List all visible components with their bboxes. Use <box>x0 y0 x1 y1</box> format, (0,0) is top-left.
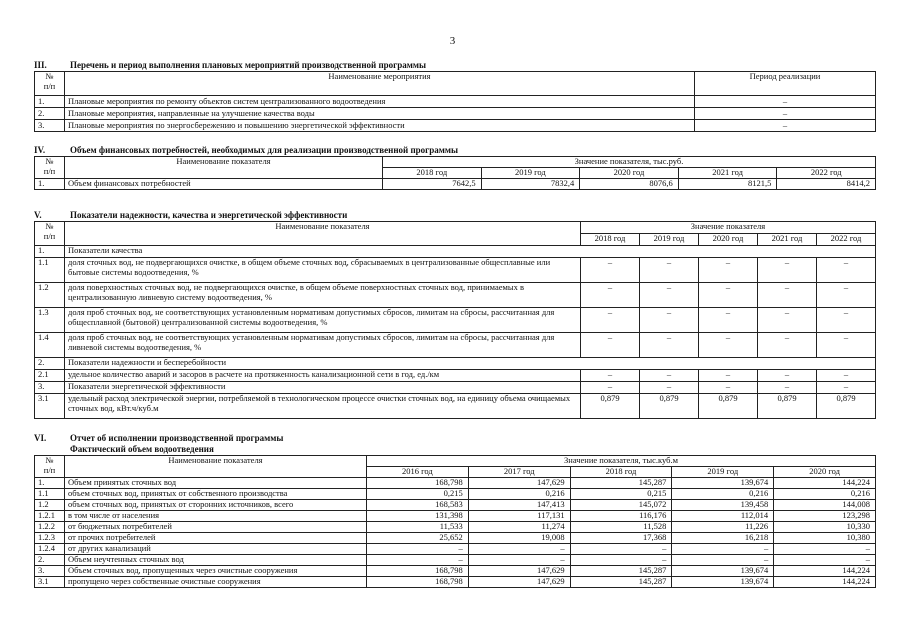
report-table <box>34 455 876 588</box>
table-header: № п/п Наименование показателя Значение показателя <box>35 222 876 234</box>
value-cell: – <box>640 283 699 308</box>
year-header: 2018 год <box>570 467 672 478</box>
value-cell: – <box>570 555 672 566</box>
value-cell: 145,287 <box>570 478 672 489</box>
value-cell: 123,298 <box>774 511 876 522</box>
indicator-name: Объем финансовых потребностей <box>65 179 383 190</box>
value-cell: 147,629 <box>468 577 570 588</box>
value-cell: – <box>699 382 758 394</box>
activity-name: Плановые мероприятия, направленные на улучшение качества воды <box>65 108 695 120</box>
row-number: 1.2.3 <box>35 533 65 544</box>
row-number: 2. <box>35 555 65 566</box>
row-number: 1.2 <box>35 500 65 511</box>
value-cell: – <box>581 333 640 358</box>
indicator-name: объем сточных вод, принятых от сторонних источников, всего <box>65 500 367 511</box>
value-cell: 168,798 <box>367 478 469 489</box>
value-cell: 144,224 <box>774 566 876 577</box>
page-number: 3 <box>449 35 456 47</box>
value-cell: – <box>581 370 640 382</box>
year-header: 2021 год <box>678 168 777 179</box>
section-5 <box>34 210 876 419</box>
value-cell: 17,368 <box>570 533 672 544</box>
value-cell: – <box>699 333 758 358</box>
row-number: 1. <box>35 246 65 258</box>
year-header: 2019 год <box>481 168 580 179</box>
row-number: 1. <box>35 478 65 489</box>
value-cell: – <box>581 382 640 394</box>
value-cell: 0,879 <box>699 394 758 419</box>
indicators-table <box>34 221 876 419</box>
activities-table <box>34 71 876 132</box>
indicator-name: Показатели энергетической эффективности <box>65 382 581 394</box>
value-cell: – <box>817 370 876 382</box>
indicator-name: доля поверхностных сточных вод, не подвергающихся очистке, в общем объеме поверхностных сточных вод, принимаемых в централизованную ливневую систему водоотведения, % <box>65 283 581 308</box>
value-cell: 8121,5 <box>678 179 777 190</box>
row-number: 1. <box>35 96 65 108</box>
value-cell: – <box>699 308 758 333</box>
row-number: 1.2.1 <box>35 511 65 522</box>
period-value: – <box>695 108 876 120</box>
activity-name: Плановые мероприятия по энергосбережению и повышению энергетической эффективности <box>65 120 695 132</box>
value-cell: 117,131 <box>468 511 570 522</box>
activity-name: Плановые мероприятия по ремонту объектов систем централизованного водоотведения <box>65 96 695 108</box>
table-row <box>35 333 876 358</box>
section-5-title: V. Показатели надежности, качества и энергетической эффективности <box>34 210 348 220</box>
indicator-name: Объем принятых сточных вод <box>65 478 367 489</box>
value-cell: 0,215 <box>367 489 469 500</box>
table-row <box>35 358 876 370</box>
value-cell: – <box>640 308 699 333</box>
value-cell: 112,014 <box>672 511 774 522</box>
finance-table <box>34 156 876 190</box>
indicator-name: удельный расход электрической энергии, потребляемой в технологическом процессе очистки сточных вод, на единицу объема очищаемых сточных вод, кВт.ч/куб.м <box>65 394 581 419</box>
value-cell: 16,218 <box>672 533 774 544</box>
row-number: 2. <box>35 358 65 370</box>
value-cell: 11,226 <box>672 522 774 533</box>
year-header: 2018 год <box>581 234 640 246</box>
value-cell: 19,008 <box>468 533 570 544</box>
indicator-name: от прочих потребителей <box>65 533 367 544</box>
row-number: 3.1 <box>35 577 65 588</box>
period-value: – <box>695 96 876 108</box>
value-cell: 0,216 <box>774 489 876 500</box>
value-cell: 7642,5 <box>383 179 482 190</box>
table-row <box>35 394 876 419</box>
row-number: 3. <box>35 566 65 577</box>
value-cell: – <box>640 258 699 283</box>
indicator-name: пропущено через собственные очистные сооружения <box>65 577 367 588</box>
row-number: 2. <box>35 108 65 120</box>
year-header: 2020 год <box>774 467 876 478</box>
table-header: № п/п Наименование мероприятия Период реализации <box>35 72 876 96</box>
value-cell: – <box>817 382 876 394</box>
value-cell: – <box>468 555 570 566</box>
value-cell: – <box>774 544 876 555</box>
indicator-name: Объем сточных вод, пропущенных через очистные сооружения <box>65 566 367 577</box>
value-cell: – <box>699 283 758 308</box>
table-row <box>35 258 876 283</box>
value-cell: – <box>817 258 876 283</box>
row-number: 3. <box>35 120 65 132</box>
value-cell: 145,287 <box>570 577 672 588</box>
value-cell: – <box>367 555 469 566</box>
table-row <box>35 533 876 544</box>
year-header: 2022 год <box>817 234 876 246</box>
table-header: № п/п Наименование показателя Значение показателя, тыс.руб. <box>35 157 876 168</box>
row-number: 1.2.4 <box>35 544 65 555</box>
value-cell: – <box>581 283 640 308</box>
value-cell: 139,674 <box>672 566 774 577</box>
value-cell: 139,458 <box>672 500 774 511</box>
value-cell: 168,798 <box>367 577 469 588</box>
indicator-name: Объем неучтенных сточных вод <box>65 555 367 566</box>
value-cell: 131,398 <box>367 511 469 522</box>
value-cell: 168,583 <box>367 500 469 511</box>
table-row <box>35 120 876 132</box>
value-cell: 144,224 <box>774 577 876 588</box>
table-row <box>35 555 876 566</box>
value-cell: 11,533 <box>367 522 469 533</box>
value-cell: – <box>672 555 774 566</box>
indicator-name: доля сточных вод, не подвергающихся очистке, в общем объеме сточных вод, сбрасываемых в централизованные общесплавные или бытовые системы водоотведения, % <box>65 258 581 283</box>
value-cell: – <box>699 258 758 283</box>
value-cell: 0,215 <box>570 489 672 500</box>
value-cell: 168,798 <box>367 566 469 577</box>
value-cell: – <box>570 544 672 555</box>
indicator-name: от бюджетных потребителей <box>65 522 367 533</box>
section-6-subtitle: Фактический объем водоотведения <box>70 444 214 454</box>
year-header: 2020 год <box>699 234 758 246</box>
value-cell: 0,879 <box>817 394 876 419</box>
table-row <box>35 308 876 333</box>
value-cell: – <box>699 370 758 382</box>
value-cell: 11,274 <box>468 522 570 533</box>
value-cell: 10,380 <box>774 533 876 544</box>
period-value: – <box>695 120 876 132</box>
table-row <box>35 544 876 555</box>
table-row <box>35 478 876 489</box>
value-cell: 0,216 <box>672 489 774 500</box>
value-cell: 147,413 <box>468 500 570 511</box>
value-cell: 147,629 <box>468 478 570 489</box>
indicator-name: Показатели качества <box>65 246 876 258</box>
year-header: 2016 год <box>367 467 469 478</box>
indicator-name: доля проб сточных вод, не соответствующих установленным нормативам допустимых сбросов, лимитам на сбросы, рассчитанная для общесплавной (бытовой) централизованной системы водоотведения, % <box>65 308 581 333</box>
table-row <box>35 511 876 522</box>
value-cell: – <box>758 333 817 358</box>
value-cell: – <box>758 370 817 382</box>
year-header: 2019 год <box>672 467 774 478</box>
value-cell: – <box>581 308 640 333</box>
value-cell: 144,008 <box>774 500 876 511</box>
section-6 <box>34 433 876 588</box>
value-cell: – <box>758 283 817 308</box>
value-cell: – <box>581 258 640 283</box>
section-4 <box>34 145 876 190</box>
value-cell: 8076,6 <box>580 179 679 190</box>
value-cell: 145,287 <box>570 566 672 577</box>
row-number: 1. <box>35 179 65 190</box>
year-header: 2017 год <box>468 467 570 478</box>
section-3-title: III. Перечень и период выполнения плановых мероприятий производственной программы <box>34 60 427 70</box>
year-header: 2018 год <box>383 168 482 179</box>
table-row <box>35 370 876 382</box>
row-number: 3. <box>35 382 65 394</box>
table-row <box>35 108 876 120</box>
value-cell: 25,652 <box>367 533 469 544</box>
row-number: 1.4 <box>35 333 65 358</box>
value-cell: 0,216 <box>468 489 570 500</box>
table-row <box>35 283 876 308</box>
value-cell: 144,224 <box>774 478 876 489</box>
indicator-name: доля проб сточных вод, не соответствующих установленным нормативам допустимых сбросов, лимитам на сбросы, рассчитанная для ливневой системы водоотведения, % <box>65 333 581 358</box>
indicator-name: от других канализаций <box>65 544 367 555</box>
value-cell: 0,879 <box>758 394 817 419</box>
value-cell: 7832,4 <box>481 179 580 190</box>
section-3 <box>34 60 876 132</box>
table-row <box>35 566 876 577</box>
value-cell: – <box>817 283 876 308</box>
value-cell: 8414,2 <box>777 179 876 190</box>
value-cell: 11,528 <box>570 522 672 533</box>
value-cell: 139,674 <box>672 577 774 588</box>
table-row <box>35 577 876 588</box>
indicator-name: удельное количество аварий и засоров в расчете на протяженность канализационной сети в год, ед./км <box>65 370 581 382</box>
value-cell: – <box>817 333 876 358</box>
year-header: 2022 год <box>777 168 876 179</box>
table-row <box>35 179 876 190</box>
value-cell: – <box>817 308 876 333</box>
indicator-name: Показатели надежности и бесперебойности <box>65 358 876 370</box>
year-header: 2019 год <box>640 234 699 246</box>
value-cell: – <box>640 333 699 358</box>
section-6-title: VI. Отчет об исполнении производственной программы <box>34 433 284 443</box>
value-cell: – <box>758 382 817 394</box>
value-cell: 0,879 <box>581 394 640 419</box>
row-number: 1.3 <box>35 308 65 333</box>
value-cell: – <box>758 308 817 333</box>
value-cell: – <box>640 382 699 394</box>
value-cell: – <box>468 544 570 555</box>
row-number: 2.1 <box>35 370 65 382</box>
row-number: 1.2 <box>35 283 65 308</box>
table-header: № п/п Наименование показателя Значение показателя, тыс.куб.м <box>35 456 876 467</box>
table-row <box>35 489 876 500</box>
value-cell: 10,330 <box>774 522 876 533</box>
value-cell: – <box>672 544 774 555</box>
table-row <box>35 96 876 108</box>
value-cell: – <box>640 370 699 382</box>
value-cell: – <box>367 544 469 555</box>
row-number: 1.1 <box>35 489 65 500</box>
table-row <box>35 522 876 533</box>
table-row <box>35 246 876 258</box>
value-cell: 147,629 <box>468 566 570 577</box>
row-number: 1.1 <box>35 258 65 283</box>
value-cell: – <box>774 555 876 566</box>
table-row <box>35 382 876 394</box>
indicator-name: в том числе от населения <box>65 511 367 522</box>
indicator-name: объем сточных вод, принятых от собственного производства <box>65 489 367 500</box>
section-4-title: IV. Объем финансовых потребностей, необходимых для реализации производственной программы <box>34 145 459 155</box>
year-header: 2021 год <box>758 234 817 246</box>
year-header: 2020 год <box>580 168 679 179</box>
value-cell: 145,072 <box>570 500 672 511</box>
value-cell: 0,879 <box>640 394 699 419</box>
value-cell: – <box>758 258 817 283</box>
row-number: 1.2.2 <box>35 522 65 533</box>
table-row <box>35 500 876 511</box>
value-cell: 139,674 <box>672 478 774 489</box>
row-number: 3.1 <box>35 394 65 419</box>
value-cell: 116,176 <box>570 511 672 522</box>
